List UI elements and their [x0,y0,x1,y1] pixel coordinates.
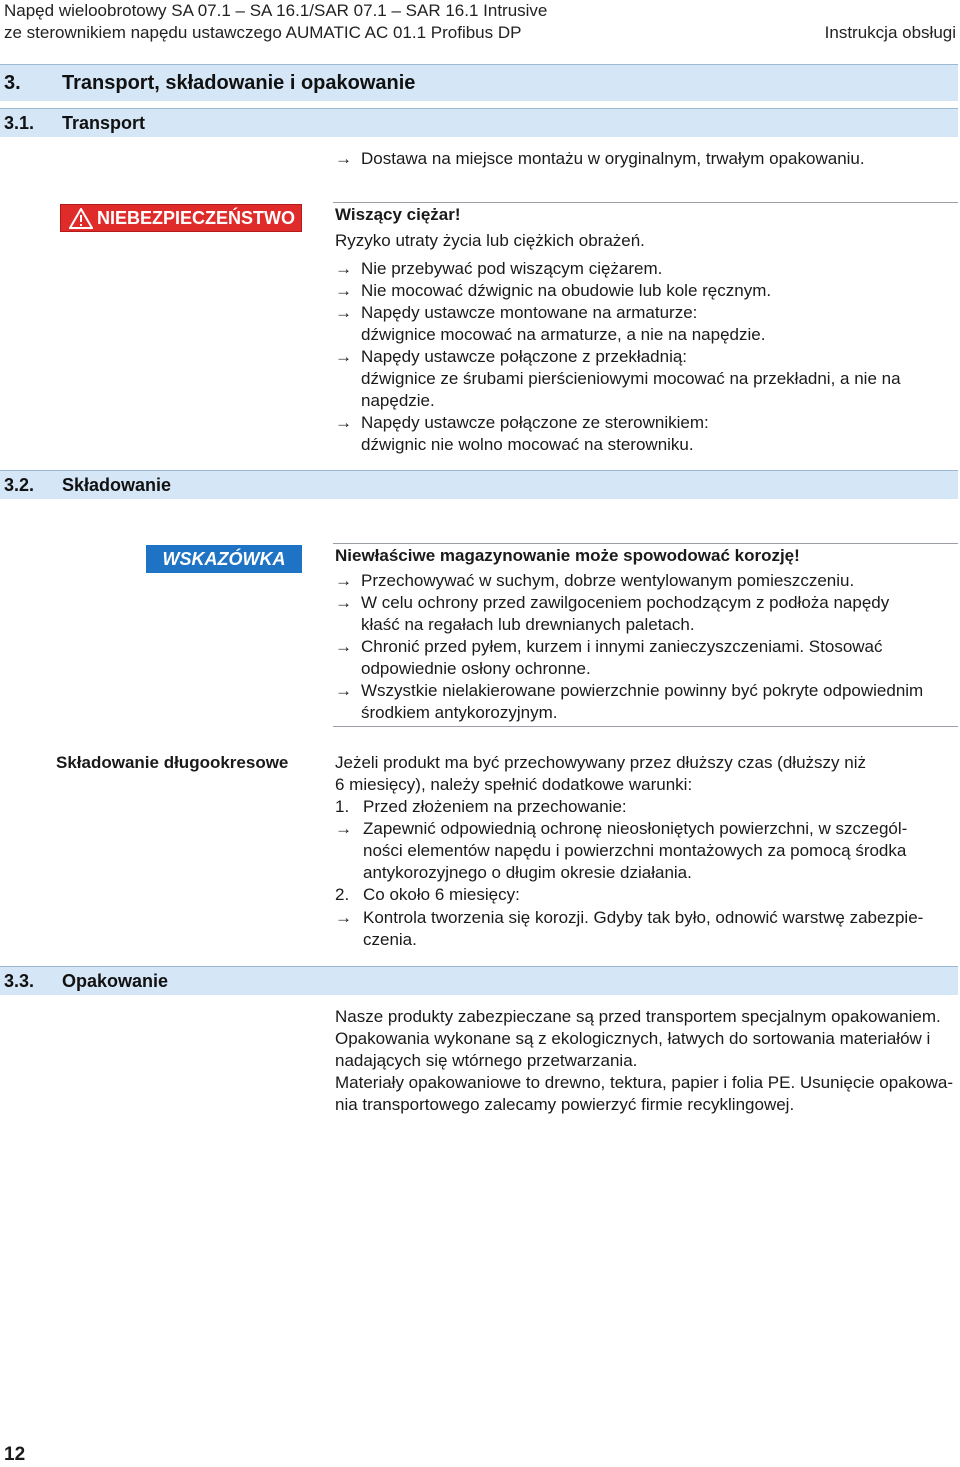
arrow-icon: → [335,637,352,656]
arrow-icon: → [335,149,352,168]
transport-intro: → Dostawa na miejsce montażu w oryginalnym, trwałym opakowaniu. [335,149,865,168]
notice-item: → Przechowywać w suchym, dobrze wentylowanym pomieszczeniu. [335,571,855,590]
arrow-icon: → [335,908,352,927]
arrow-icon: → [335,413,352,432]
danger-subheading: Ryzyko utraty życia lub ciężkich obrażeń. [335,231,645,250]
step-1-item: → Zapewnić odpowiednią ochronę nieosłoniętych powierzchni, w szczegól- ności elementów napędu i powierzchni montażowych za pomocą środka antykorozyjnego o długim okresie działania. [335,819,908,882]
section-title: Składowanie [62,475,172,495]
header-controller-line: ze sterownikiem napędu ustawczego AUMATIC AC 01.1 Profibus DP [4,23,522,42]
danger-item: → Nie mocować dźwignic na obudowie lub kole ręcznym. [335,281,772,300]
danger-item: → Nie przebywać pod wiszącym ciężarem. [335,259,663,278]
arrow-icon: → [335,259,352,278]
header-product-line: Napęd wieloobrotowy SA 07.1 – SA 16.1/SAR 07.1 – SAR 16.1 Intrusive [4,1,548,20]
notice-item: → Wszystkie nielakierowane powierzchnie powinny być pokryte odpowiednim środkiem antykorozyjnym. [335,681,924,722]
notice-heading: Niewłaściwe magazynowanie może spowodować korozję! [335,546,800,565]
section-number: 3. [4,72,21,94]
step-2-item: → Kontrola tworzenia się korozji. Gdyby tak było, odnowić warstwę zabezpie- czenia. [335,908,924,949]
step-2-text: Co około 6 miesięcy: [363,885,520,904]
warning-triangle-icon [69,208,93,236]
section-number: 3.2. [4,475,35,495]
step-1-text: Przed złożeniem na przechowanie: [363,797,627,816]
notice-label: WSKAZÓWKA [146,545,302,573]
danger-heading: Wiszący ciężar! [335,205,461,224]
arrow-icon: → [335,281,352,300]
arrow-icon: → [335,571,352,590]
danger-item: → Napędy ustawcze połączone z przekładnią: dźwignice ze śrubami pierścieniowymi mocować na przekładni, a nie na napędzie. [335,347,901,410]
divider [333,543,958,544]
step-1-number: 1. [335,797,350,816]
step-2-number: 2. [335,885,350,904]
section-number: 3.3. [4,971,35,991]
arrow-icon: → [335,819,352,838]
notice-item: → Chronić przed pyłem, kurzem i innymi zanieczyszczeniami. Stosować odpowiednie osłony ochronne. [335,637,883,678]
danger-label: NIEBEZPIECZEŃSTWO [60,204,302,232]
section-title: Transport, składowanie i opakowanie [62,72,416,94]
arrow-icon: → [335,347,352,366]
document-header [4,0,547,44]
section-title: Opakowanie [62,971,169,991]
section-3-heading [0,64,958,101]
danger-item: → Napędy ustawcze połączone ze sterownikiem: dźwignic nie wolno mocować na sterowniku. [335,413,709,454]
longterm-intro: Jeżeli produkt ma być przechowywany przez dłuższy czas (dłuższy niż 6 miesięcy), należy spełnić dodatkowe warunki: [335,753,866,794]
danger-item: → Napędy ustawcze montowane na armaturze: dźwignice mocować na armaturze, a nie na napędzie. [335,303,766,344]
section-3-3-heading [0,966,958,995]
arrow-icon: → [335,303,352,322]
arrow-icon: → [335,681,352,700]
longterm-storage-label: Składowanie długookresowe [56,753,289,772]
section-number: 3.1. [4,113,35,133]
divider [333,726,958,727]
header-doc-type: Instrukcja obsługi [824,23,956,42]
arrow-icon: → [335,593,352,612]
section-3-2-heading [0,470,958,499]
divider [333,202,958,203]
packaging-paragraph: Nasze produkty zabezpieczane są przed transportem specjalnym opakowaniem. Opakowania wykonane są z ekologicznych, łatwych do sortowania materiałów i nadających się wtórnego przetwarzania. Materiały opakowaniowe to drewno, tektura, papier i folia PE. Usunięcie opakowa- nia transportowego zalecamy powierzyć firmie recyklingowej. [335,1007,953,1114]
notice-item: → W celu ochrony przed zawilgoceniem pochodzącym z podłoża napędy kłaść na regałach lub drewnianych paletach. [335,593,890,634]
section-title: Transport [62,113,146,133]
page-number: 12 [4,1444,26,1465]
section-3-1-heading [0,108,958,137]
